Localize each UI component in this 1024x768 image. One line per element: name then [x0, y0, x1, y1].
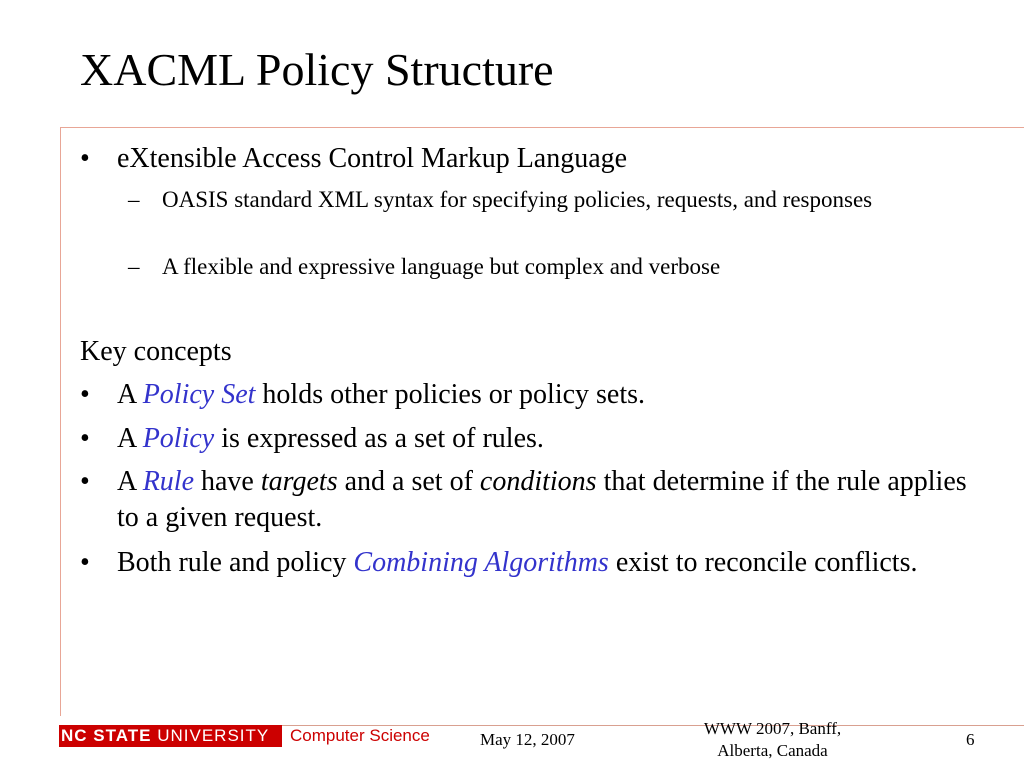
bullet-marker: •	[80, 423, 90, 454]
term-conditions: conditions	[479, 466, 597, 497]
page-number: 6	[966, 730, 975, 749]
concept-rule: A Rule have targets and a set of conditions that determine if the rule applies to a given request.	[117, 466, 967, 533]
dash-marker: –	[128, 187, 140, 212]
term-targets: targets	[260, 466, 338, 497]
intro-sub-item-1: OASIS standard XML syntax for specifying policies, requests, and responses	[162, 187, 873, 212]
footer-date: May 12, 2007	[480, 730, 575, 749]
concept-policy: A Policy is expressed as a set of rules.	[117, 423, 544, 454]
content-divider-vertical	[60, 127, 61, 716]
footer-venue: WWW 2007, Banff, Alberta, Canada	[703, 719, 842, 760]
dash-marker: –	[128, 254, 140, 279]
bullet-marker: •	[80, 466, 90, 497]
title-divider-horizontal	[60, 127, 1024, 128]
term-policy-set: Policy Set	[142, 379, 256, 410]
department-label: Computer Science	[290, 726, 430, 745]
concept-policy-set: A Policy Set holds other policies or policy sets.	[117, 379, 646, 410]
bullet-marker: •	[80, 143, 90, 174]
slide-title: XACML Policy Structure	[80, 44, 554, 95]
key-concepts-heading: Key concepts	[80, 336, 232, 367]
bullet-marker: •	[80, 547, 90, 578]
bullet-marker: •	[80, 379, 90, 410]
ncsu-logo: NC STATE UNIVERSITY	[59, 725, 282, 747]
term-policy: Policy	[142, 423, 215, 454]
intro-sub-item-2: A flexible and expressive language but complex and verbose	[162, 254, 721, 279]
term-rule: Rule	[142, 466, 194, 497]
concept-combining-algorithms: Both rule and policy Combining Algorithms exist to reconcile conflicts.	[117, 547, 918, 578]
term-combining-algorithms: Combining Algorithms	[353, 547, 609, 578]
intro-bullet: eXtensible Access Control Markup Language	[117, 143, 628, 174]
